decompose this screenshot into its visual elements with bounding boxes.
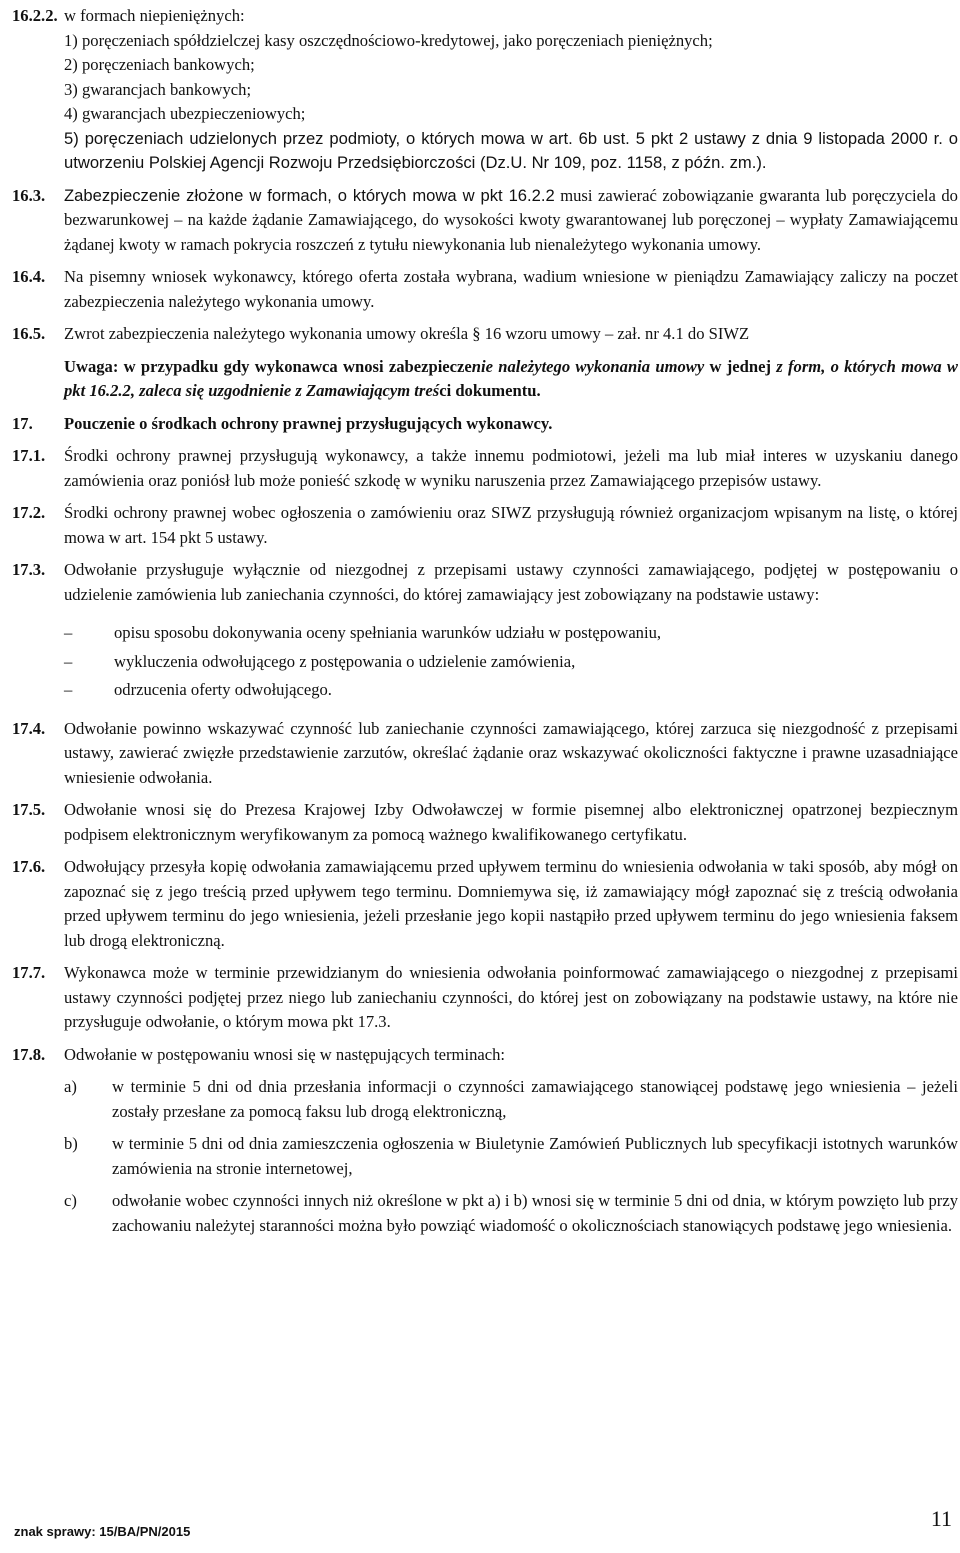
case-reference: znak sprawy: 15/BA/PN/2015 [14,1524,191,1539]
section-lead: Zabezpieczenie złożone w formach, o których mowa w pkt 16.2.2 [64,185,555,205]
section-number: 17.8. [12,1044,46,1064]
dash-marker: – [64,651,73,671]
section-body [64,4,958,176]
section-number: 17.3. [12,560,46,579]
list-marker: b) [64,1134,78,1153]
list-item: – opisu sposobu dokonywania oceny spełniania warunków udziału w postępowaniu, [64,621,958,646]
note-block [12,355,958,404]
section-body: Odwołujący przesyła kopię odwołania zamawiającemu przed upływem terminu do wniesienia odwołania w taki sposób, aby mógł on zapoznać się z jego treścią przed upływem tego terminu. Domniemywa się, iż zamawiający mógł zapoznać się z treścią odwołania przed upływem terminu do jego wniesienia, jeżeli przesłanie jego kopii nastąpiło przed upływem terminu do jego wniesienia faksem lub drogą elektroniczną. [64,857,958,950]
section-16-5 [12,322,958,347]
list-item: – wykluczenia odwołującego z postępowania o udzielenie zamówienia, [64,650,958,675]
section-intro: w formach niepieniężnych: [64,6,245,25]
section-body: Odwołanie powinno wskazywać czynność lub zaniechanie czynności zamawiającego, której zarzuca się niezgodność z przepisami ustawy, zawierać zwięzłe przedstawienie zarzutów, określać żądanie oraz wskazywać okoliczności faktyczne i prawne uzasadniające wniesienie odwołania. [64,718,958,787]
section-number: 17.4. [12,718,46,738]
section-body: Odwołanie w postępowaniu wnosi się w następujących terminach: [64,1044,506,1064]
section-17-1 [12,444,958,493]
section-17-7 [12,961,958,1035]
section-17-4 [12,717,958,791]
list-item: b) w terminie 5 dni od dnia zamieszczenia ogłoszenia w Biuletynie Zamówień Publicznych lub specyfikacji istotnych warunków zamówienia na stronie internetowej, [64,1132,958,1181]
list-item: 1) poręczeniach spółdzielczej kasy oszczędnościowo-kredytowej, jako poręczeniach pieniężnych; [64,30,713,50]
note-text: Uwaga: w przypadku gdy wykonawca wnosi zabezpieczenie należytego wykonania umowy w jednej z form, o których mowa w pkt 16.2.2, zaleca się uzgodnienie z Zamawiającym treści dokumentu. [64,356,958,400]
section-body: Wykonawca może w terminie przewidzianym do wniesienia odwołania poinformować zamawiającego o niezgodnej z przepisami ustawy czynności podjętej przez niego lub zaniechaniu czynności, do której jest on zobowiązany na podstawie ustawy, na które nie przysługuje odwołanie, o którym mowa pkt 17.3. [64,963,958,1031]
section-body: Środki ochrony prawnej przysługują wykonawcy, a także innemu podmiotowi, jeżeli ma lub miał interes w uzyskaniu danego zamówienia oraz poniósł lub może ponieść szkodę w wyniku naruszenia przez Zamawiającego przepisów ustawy. [64,446,958,490]
section-number: 16.5. [12,324,46,343]
document-page [12,4,958,1238]
section-body: Odwołanie przysługuje wyłącznie od niezgodnej z przepisami ustawy czynności zamawiającego, podjętej w postępowaniu o udzielenie zamówienia lub zaniechania czynności, do której zamawiający jest zobowiązany na podstawie ustawy: [64,560,958,604]
section-17-8 [12,1043,958,1068]
section-17-3 [12,558,958,607]
section-text: musi zawierać zobowiązanie gwaranta lub poręczyciela do bezwarunkowej – na każde żądanie Zamawiającego, do wysokości kwoty gwarantowanej lub poręczonej – wypłaty Zamawiającemu żądanej kwoty w ramach pokrycia roszczeń z tytułu niewykonania lub nienależytego wykonania umowy. [64,185,958,254]
section-17-heading [12,412,958,437]
section-title: Pouczenie o środkach ochrony prawnej przysługujących wykonawcy. [64,413,553,433]
section-16-2-2 [12,4,958,176]
section-number: 17.6. [12,857,46,876]
dash-marker: – [64,680,73,699]
list-item: c) odwołanie wobec czynności innych niż określone w pkt a) i b) wnosi się w terminie 5 dni od dnia, w którym powzięto lub przy zachowaniu należytej staranności można było powziąć wiadomość o okolicznościach stanowiących podstawę jego wniesienia. [64,1189,958,1238]
section-17-6 [12,855,958,953]
list-item: 5) poręczeniach udzielonych przez podmioty, o których mowa w art. 6b ust. 5 pkt 2 ustawy z dnia 9 listopada 2000 r. o utworzeniu Polskiej Agencji Rozwoju Przedsiębiorczości (Dz.U. Nr 109, poz. 1158, z późn. zm.). [64,128,958,172]
list-marker: c) [64,1191,77,1210]
section-number: 17.7. [12,963,46,982]
section-body: Odwołanie wnosi się do Prezesa Krajowej Izby Odwoławczej w formie pisemnej albo elektronicznej opatrzonej bezpiecznym podpisem elektronicznym weryfikowanym za pomocą ważnego kwalifikowanego certyfikatu. [64,800,958,844]
section-body: Środki ochrony prawnej wobec ogłoszenia o zamówieniu oraz SIWZ przysługują również organizacjom wpisanym na listę, o której mowa w art. 154 pkt 5 ustawy. [64,503,958,547]
section-16-4 [12,265,958,314]
section-17-5 [12,798,958,847]
section-body: Na pisemny wniosek wykonawcy, którego oferta została wybrana, wadium wniesione w pieniądzu Zamawiający zaliczy na poczet zabezpieczenia należytego wykonania umowy. [64,267,958,311]
section-16-3 [12,184,958,258]
section-number: 17.5. [12,800,46,819]
list-item: 2) poręczeniach bankowych; [64,55,255,74]
section-body: Zwrot zabezpieczenia należytego wykonania umowy określa § 16 wzoru umowy – zał. nr 4.1 do SIWZ [64,324,750,343]
list-item: – odrzucenia oferty odwołującego. [64,678,958,703]
section-number: 17.1. [12,446,46,465]
list-item: 3) gwarancjach bankowych; [64,79,252,99]
list-item: a) w terminie 5 dni od dnia przesłania informacji o czynności zamawiającego stanowiącej podstawę jego wniesienia – jeżeli zostały przesłane za pomocą faksu lub drogą elektroniczną, [64,1075,958,1124]
section-number: 16.4. [12,267,46,286]
section-body [64,184,958,258]
section-number: 17.2. [12,503,46,522]
section-number: 17. [12,413,33,433]
section-number: 16.3. [12,185,46,205]
section-number: 16.2.2. [12,6,58,25]
page-number: 11 [930,1506,952,1531]
section-17-2 [12,501,958,550]
list-marker: a) [64,1077,77,1096]
list-item: 4) gwarancjach ubezpieczeniowych; [64,104,306,123]
dash-marker: – [64,623,73,642]
